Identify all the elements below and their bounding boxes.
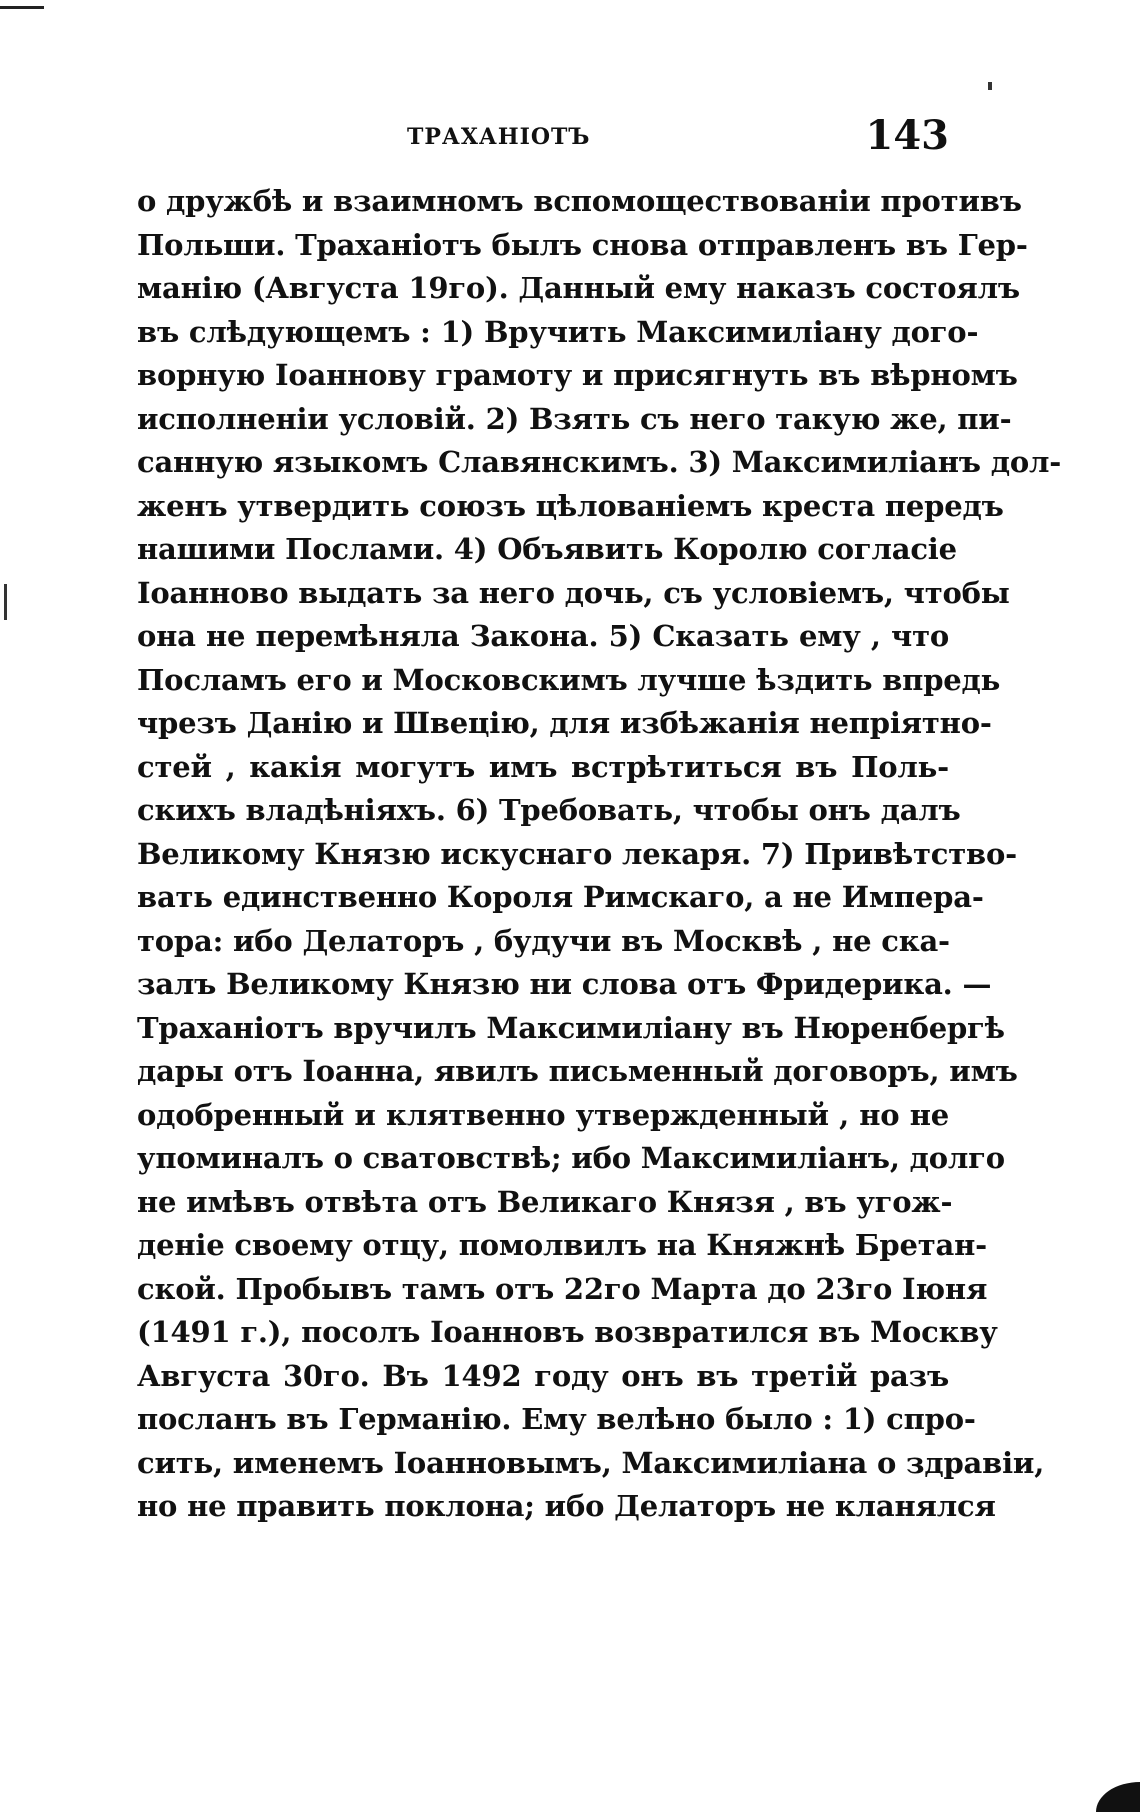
text-line: упоминалъ о сватовствѣ; ибо Максимиліанъ, долго (137, 1141, 1005, 1175)
text-line: нашими Послами. 4) Объявить Королю согласіе (137, 532, 957, 566)
text-line: Польши. Траханіотъ былъ снова отправленъ въ Гер- (137, 227, 1028, 262)
corner-smudge (1096, 1782, 1140, 1812)
text-line: стей , какія могутъ имъ встрѣтиться въ Поль- (137, 749, 949, 784)
text-line: манію (Августа 19го). Данный ему наказъ состоялъ (137, 271, 1020, 305)
text-line: не имѣвъ отвѣта отъ Великаго Князя , въ угож- (137, 1184, 953, 1219)
text-line: Великому Князю искуснаго лекаря. 7) Привѣтство- (137, 836, 1017, 871)
text-line: одобренный и клятвенно утвержденный , но не (137, 1097, 949, 1132)
text-line: (1491 г.), посолъ Іоанновъ возвратился въ Москву (137, 1315, 998, 1349)
text-line: женъ утвердить союзъ цѣлованіемъ креста передъ (137, 488, 1004, 523)
text-line: Августа 30го. Въ 1492 году онъ въ третій разъ (137, 1358, 949, 1393)
text-line: но не править поклона; ибо Делаторъ не кланялся (137, 1489, 996, 1523)
text-line: въ слѣдующемъ : 1) Вручить Максимиліану дого- (137, 314, 979, 349)
text-line: Іоанново выдать за него дочь, съ условіемъ, чтобы (137, 575, 1010, 610)
text-line: деніе своему отцу, помолвилъ на Княжнѣ Бретан- (137, 1228, 987, 1262)
text-line: дары отъ Іоанна, явилъ письменный договоръ, имъ (137, 1054, 1018, 1088)
text-line: Посламъ его и Московскимъ лучше ѣздить впредь (137, 662, 1001, 697)
body-text (137, 180, 1062, 1529)
text-line: вать единственно Короля Римскаго, а не Импера- (137, 880, 984, 914)
text-line: Траханіотъ вручилъ Максимиліану въ Нюренбергѣ (137, 1010, 1005, 1045)
text-line: исполненіи условій. 2) Взять съ него такую же, пи- (137, 401, 1012, 436)
text-line: тора: ибо Делаторъ , будучи въ Москвѣ , не ска- (137, 923, 950, 958)
page-number: 143 (865, 112, 949, 159)
text-line: залъ Великому Князю ни слова отъ Фридерика. — (137, 967, 992, 1001)
left-margin-mark (4, 584, 7, 620)
page-header (137, 112, 949, 164)
text-line: она не перемѣняла Закона. 5) Сказать ему , что (137, 619, 949, 653)
text-line: ской. Пробывъ тамъ отъ 22го Марта до 23го Іюня (137, 1271, 988, 1306)
text-line: о дружбѣ и взаимномъ вспомоществованіи противъ (137, 184, 1022, 218)
running-head: ТРАХАНІОТЪ (407, 124, 591, 150)
text-line: посланъ въ Германію. Ему велѣно было : 1) спро- (137, 1402, 976, 1436)
text-line: скихъ владѣніяхъ. 6) Требовать, чтобы онъ далъ (137, 793, 961, 827)
right-margin-mark (988, 82, 992, 90)
top-edge-rule (0, 6, 44, 9)
text-line: ворную Іоаннову грамоту и присягнуть въ вѣрномъ (137, 358, 1018, 392)
text-line: сить, именемъ Іоанновымъ, Максимиліана о здравіи, (137, 1445, 1045, 1480)
text-line: санную языкомъ Славянскимъ. 3) Максимиліанъ дол- (137, 445, 1062, 479)
text-line: чрезъ Данію и Швецію, для избѣжанія непріятно- (137, 706, 992, 740)
